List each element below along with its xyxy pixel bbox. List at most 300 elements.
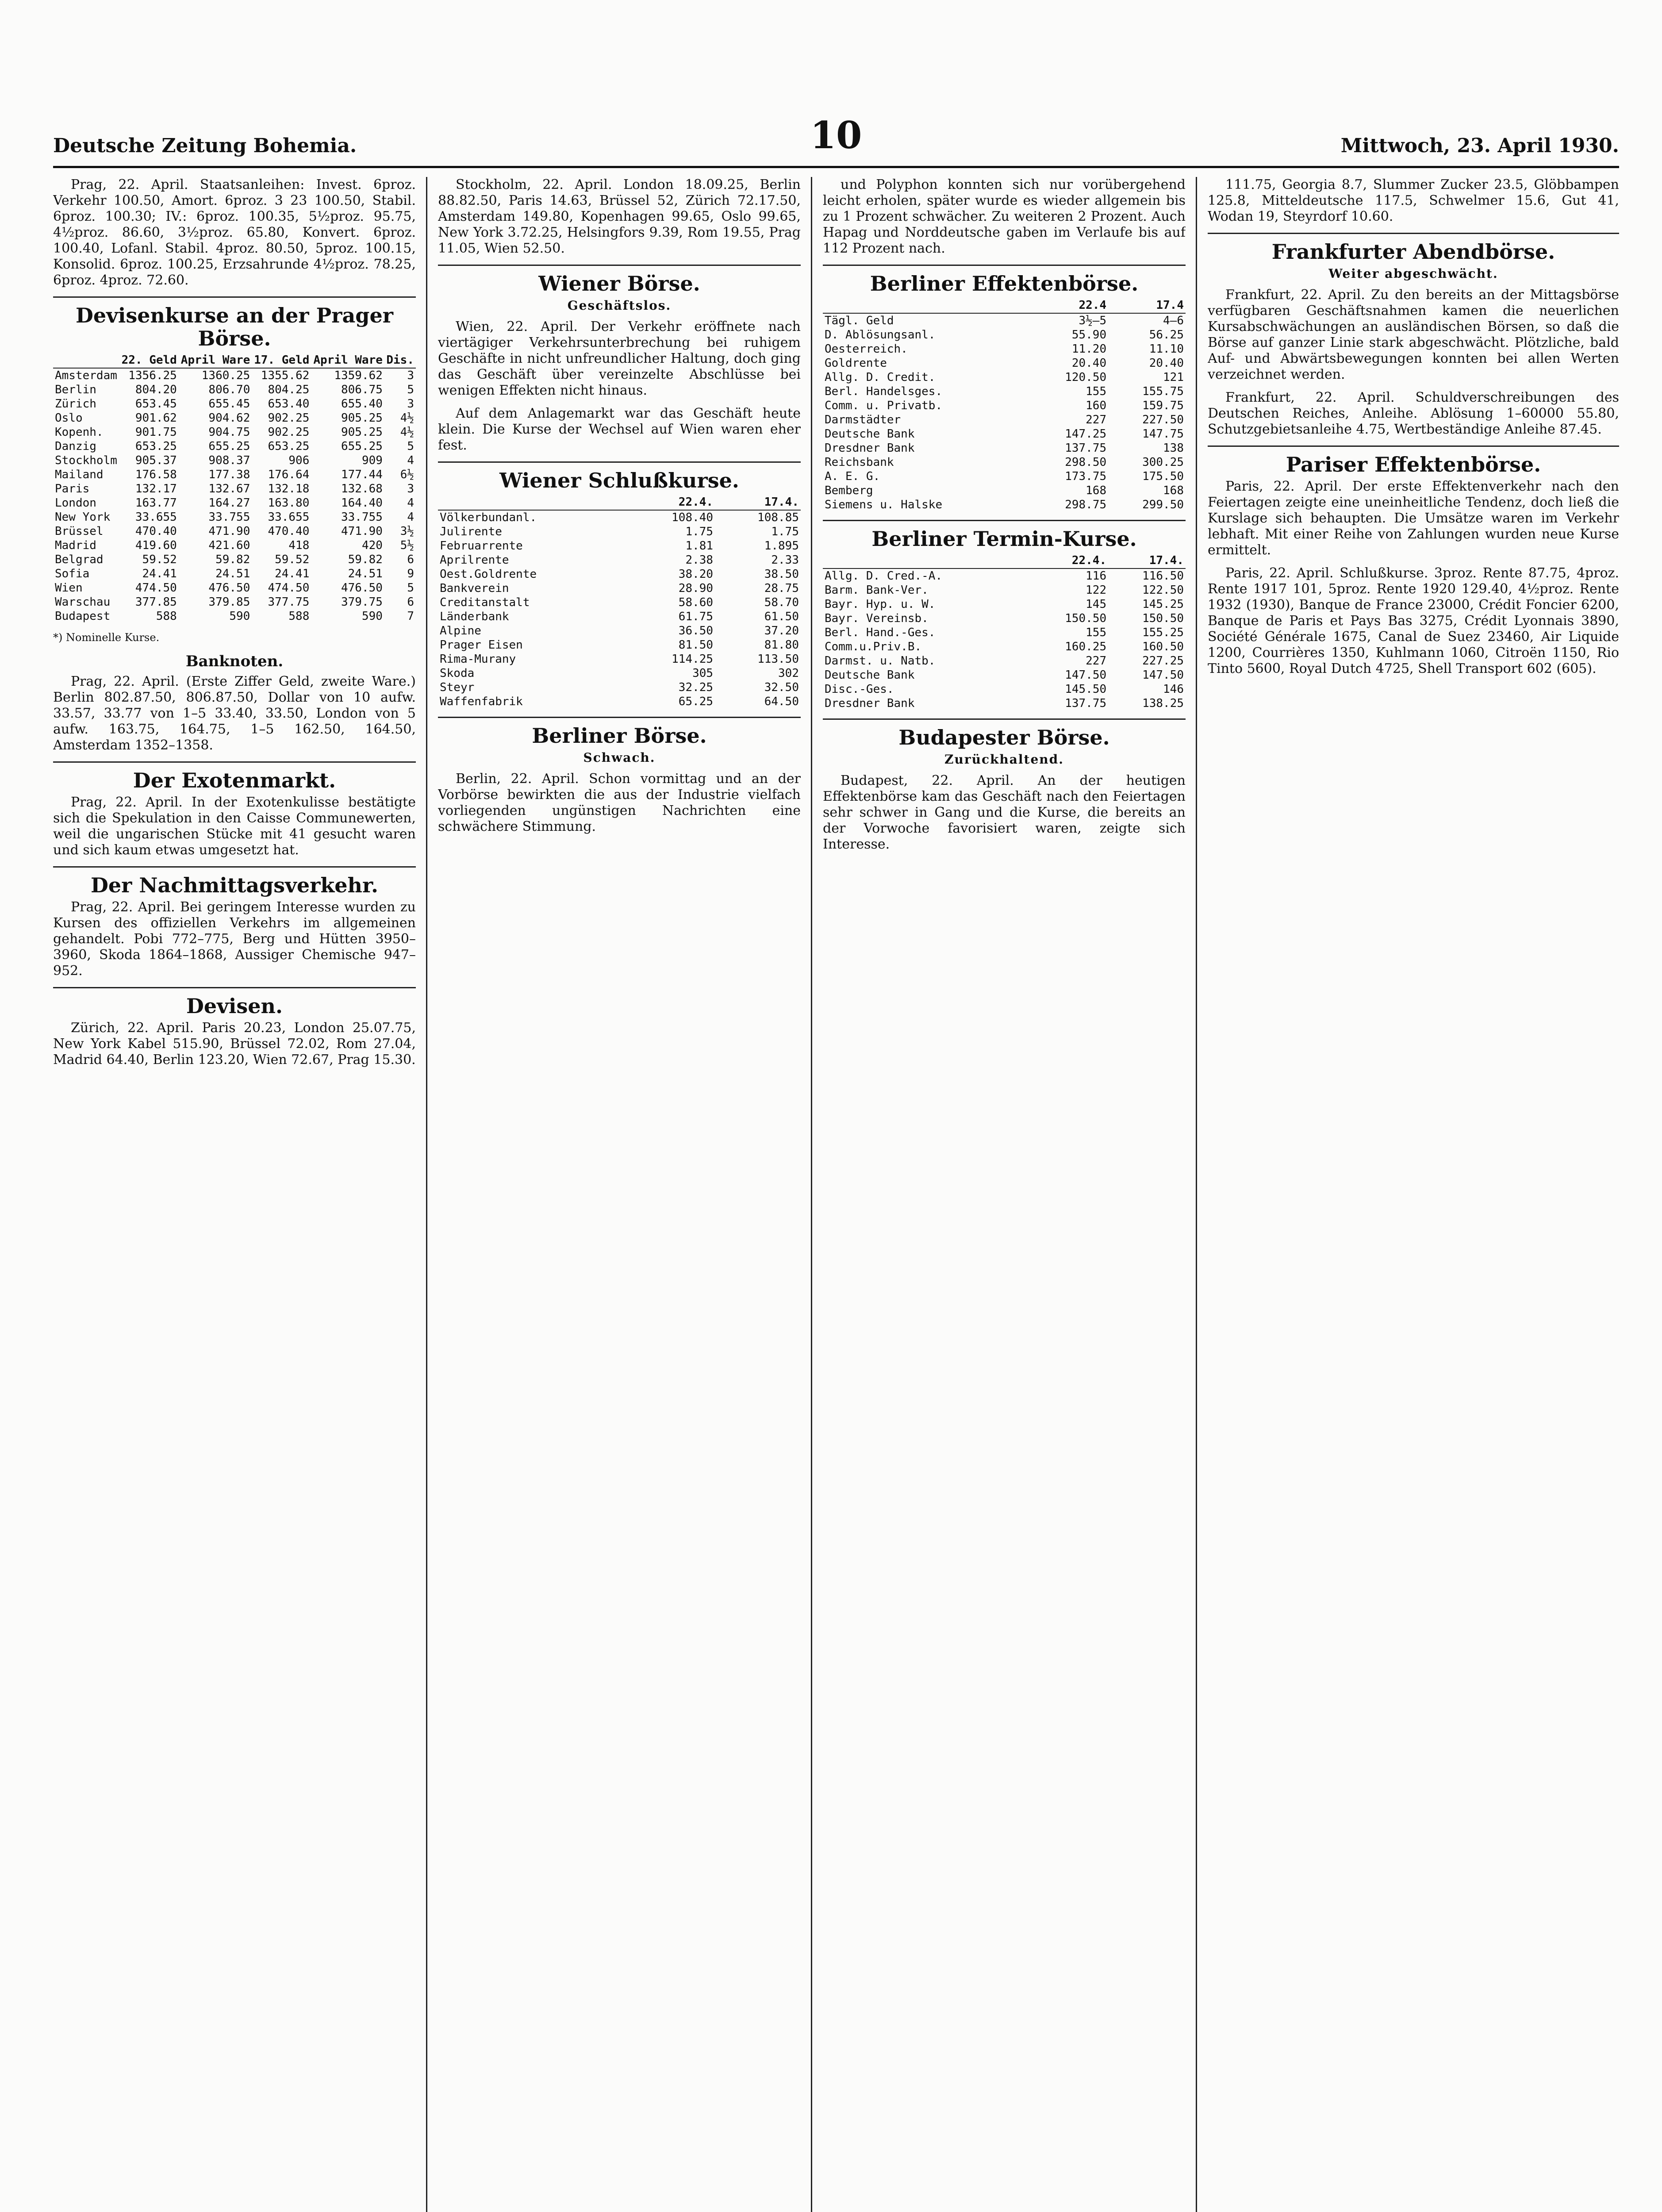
table-cell: 163.77 [135,496,177,510]
section-heading: Devisen. [53,987,416,1018]
table-cell: 7 [407,610,414,623]
table-cell: Comm.u.Priv.B. [825,640,922,653]
table-cell: Völkerbundanl. [440,511,537,524]
table-cell: 655.25 [208,440,250,453]
table-cell: 379.85 [208,595,250,609]
table-cell: 55.90 [1071,328,1107,342]
section-subheading: Geschäftslos. [567,298,672,313]
table-cell: 3 [407,369,414,382]
table-cell: 147.50 [1142,668,1184,682]
table-cell: 147.50 [1065,668,1107,682]
section-subheading: Zurückhaltend. [944,752,1064,767]
table-row [823,682,1186,696]
table-cell: 28.90 [678,582,714,595]
table-cell: 1.895 [764,539,799,553]
table-cell: 33.755 [208,511,250,524]
section-heading: Berliner Börse. [438,717,801,747]
article-paragraph: Paris, 22. April. Schlußkurse. 3proz. Rente 87.75, 4proz. Rente 1917 101, 5proz. Rente 1920 129.40, 4½proz. Rente 1932 (1930), Banque de France 23000, Crédit Foncier 6200, Banque de Paris et Pays Bas 3275, Crédit Lyonnais 3890, Société Générale 1675, Canal de Suez 23460, Air Liquide 1200, Courrières 1350, Kuhlmann 1060, Citroën 1150, Rio Tinto 5600, Royal Dutch 4725, Shell Transport 602 (605). [1208,565,1619,676]
table-cell: 227.50 [1142,413,1184,426]
table-cell: 155 [1086,385,1107,398]
table-cell: 470.40 [135,525,177,538]
table-header-cell [53,353,119,368]
article-paragraph: Prag, 22. April. (Erste Ziffer Geld, zweite Ware.) Berlin 802.87.50, 806.87.50, Dollar von 10 aufw. 33.57, 33.77 von 1–5 33.40, 33.50, London von 5 aufw. 163.75, 164.75, 1–5 162.50, 164.50, Amsterdam 1352–1358. [53,674,416,753]
table-cell: 64.50 [764,695,799,708]
table-cell: Prager Eisen [440,638,523,652]
table-row [53,496,416,510]
table-cell: 9 [407,567,414,580]
table-row [823,484,1186,498]
table-cell: 474.50 [268,581,310,595]
table-row [53,411,416,425]
table-row [823,469,1186,484]
table-cell: 38.20 [678,568,714,581]
table-cell: 471.90 [341,525,383,538]
table-cell: Budapest [55,610,111,623]
table-cell: 147.75 [1142,427,1184,441]
table-cell: Dresdner Bank [825,442,915,455]
table-cell: 2.33 [771,553,799,567]
table-cell: Bemberg [825,484,873,497]
article-paragraph: Prag, 22. April. Bei geringem Interesse wurden zu Kursen des offiziellen Verkehrs im allgemeinen gehandelt. Pobi 772–775, Berg und Hütten 3950–3960, Skoda 1864–1868, Aussiger Chemische 947–952. [53,899,416,979]
table-cell: Berlin [55,383,96,396]
section-heading: Pariser Effektenbörse. [1208,445,1619,476]
table-cell: 298.50 [1065,456,1107,469]
table-cell: 4½ [400,426,414,439]
table-cell: 145.25 [1142,598,1184,611]
table-cell: 4 [407,511,414,524]
table-row [438,553,801,567]
table-cell: Paris [55,482,90,495]
table-cell: 168 [1163,484,1184,497]
table-cell: 32.25 [678,681,714,694]
section-heading: Banknoten. [185,653,284,670]
table-cell: 5 [407,440,414,453]
table-cell: Reichsbank [825,456,894,469]
table-cell: 299.50 [1142,498,1184,511]
table-cell: 653.25 [135,440,177,453]
section-heading: Berliner Termin-Kurse. [823,520,1186,550]
table-cell: 58.70 [764,596,799,609]
section-heading: Der Exotenmarkt. [53,761,416,792]
table-header-cell [823,298,1031,313]
section-subheading: Schwach. [583,750,656,765]
section-heading: Wiener Schlußkurse. [438,461,801,492]
table-row [53,609,416,623]
table-row [823,654,1186,668]
table-cell: Dresdner Bank [825,697,915,710]
table-cell: Darmst. u. Natb. [825,654,936,668]
issue-date: Mittwoch, 23. April 1930. [1340,134,1619,157]
table-cell: 5½ [400,539,414,552]
table-row [823,668,1186,682]
table-row [823,583,1186,597]
table-cell: New York [55,511,111,524]
table-cell: 132.17 [135,482,177,495]
table-cell: 902.25 [268,426,310,439]
table-cell: Deutsche Bank [825,668,915,682]
table-header-cell: 17.4 [1108,298,1186,313]
table-row [823,384,1186,399]
table-row [53,439,416,453]
table-cell: Wien [55,581,83,595]
table-header-cell: 17.4. [715,495,801,510]
table-header-cell: April Ware [311,353,384,368]
table-cell: 804.25 [268,383,310,396]
table-cell: 905.25 [341,426,383,439]
table-cell: 28.75 [764,582,799,595]
table-row [823,640,1186,654]
table-cell: 163.80 [268,496,310,510]
table-header-cell: 17. Geld [252,353,311,368]
article-paragraph: Prag, 22. April. In der Exotenkulisse bestätigte sich die Spekulation in den Caisse Communewerten, weil die ungarischen Stücke mit 41 gesucht waren und sich kaum etwas umgesetzt hat. [53,795,416,858]
table-cell: 1.75 [685,525,714,538]
article-paragraph: und Polyphon konnten sich nur vorübergehend leicht erholen, später wurde es wieder allgemein bis zu 1 Prozent schwächer. Zu weiteren 2 Prozent. Auch Hapag und Norddeutsche gaben im Verlaufe bis auf 112 Prozent nach. [823,177,1186,256]
table-cell: Goldrente [825,357,887,370]
masthead [53,111,1619,168]
table-row [438,652,801,666]
table-cell: 476.50 [341,581,383,595]
table-cell: 302 [778,667,799,680]
table-cell: 37.20 [764,624,799,637]
wiener-schlusskurse-table [438,495,801,709]
table-cell: 420 [361,539,383,552]
table-cell: 108.40 [672,511,714,524]
table-cell: Oslo [55,411,83,425]
table-cell: Februarrente [440,539,523,553]
table-cell: 5 [407,581,414,595]
article-paragraph: Paris, 22. April. Der erste Effektenverkehr nach den Feiertagen zeigte eine uneinheitliche Tendenz, doch ließ die Kurslage sich behaupten. Die Umsätze waren im Verkehr lebhaft. Mit einer Reihe von Zahlungen wurden neue Kurse ermittelt. [1208,479,1619,558]
table-row [53,538,416,553]
table-cell: 120.50 [1065,371,1107,384]
table-cell: 164.27 [208,496,250,510]
table-cell: 590 [361,610,383,623]
table-row [823,313,1186,328]
article-paragraph: Zürich, 22. April. Paris 20.23, London 25.07.75, New York Kabel 515.90, Brüssel 72.02, Rom 27.04, Madrid 64.40, Berlin 123.20, Wien 72.67, Prag 15.30. [53,1020,416,1068]
table-cell: 177.44 [341,468,383,481]
table-cell: 108.85 [757,511,799,524]
table-cell: 138.25 [1142,697,1184,710]
article-paragraph: Wien, 22. April. Der Verkehr eröffnete nach viertägiger Verkehrsunterbrechung bei ruhigem Geschäfte in nicht unfreundlicher Haltung, doch ging das Geschäft über vereinzelte Abschlüsse bei wenigen Effekten nicht hinaus. [438,319,801,398]
section-heading: Der Nachmittagsverkehr. [53,866,416,897]
article-paragraph: Frankfurt, 22. April. Schuldverschreibungen des Deutschen Reiches, Anleihe. Ablösung 1–60000 55.80, Schutzgebietsanleihe 4.75, Wertbeständige Anleihe 87.45. [1208,390,1619,437]
table-cell: 121 [1163,371,1184,384]
table-cell: 1355.62 [261,369,310,382]
table-cell: Oesterreich. [825,342,908,356]
table-cell: 1356.25 [128,369,177,382]
table-cell: 59.52 [275,553,310,566]
table-row [53,425,416,439]
table-cell: 20.40 [1071,357,1107,370]
table-row [53,567,416,581]
table-cell: 419.60 [135,539,177,552]
table-cell: 4 [407,454,414,467]
table-cell: 33.655 [135,511,177,524]
table-row [438,510,801,525]
table-cell: 305 [692,667,714,680]
table-cell: 11.20 [1071,342,1107,356]
table-cell: 155.75 [1142,385,1184,398]
table-cell: 653.45 [135,397,177,411]
table-row [823,626,1186,640]
table-cell: 377.85 [135,595,177,609]
table-cell: 1.81 [685,539,714,553]
table-cell: 160 [1086,399,1107,412]
table-cell: 59.52 [142,553,177,566]
table-cell: 168 [1086,484,1107,497]
table-header-cell: 22.4. [1031,553,1108,568]
table-cell: 145.50 [1065,683,1107,696]
table-cell: D. Ablösungsanl. [825,328,936,342]
table-cell: 59.82 [215,553,250,566]
table-cell: 147.25 [1065,427,1107,441]
table-cell: 33.655 [268,511,310,524]
table-cell: Skoda [440,667,475,680]
table-cell: 132.67 [208,482,250,495]
table-cell: 24.41 [142,567,177,580]
table-row [438,695,801,709]
table-cell: 653.25 [268,440,310,453]
table-cell: 132.68 [341,482,383,495]
table-cell: 1359.62 [334,369,383,382]
table-cell: 902.25 [268,411,310,425]
table-cell: 1.75 [771,525,799,538]
table-row [438,525,801,539]
table-cell: 176.64 [268,468,310,481]
table-cell: Darmstädter [825,413,901,426]
table-row [53,453,416,468]
table-cell: 3½–5 [1079,314,1107,327]
table-cell: 418 [288,539,310,552]
table-cell: 905.25 [341,411,383,425]
table-cell: 653.40 [268,397,310,411]
table-cell: 159.75 [1142,399,1184,412]
table-cell: 114.25 [672,653,714,666]
table-row [53,553,416,567]
table-cell: 150.50 [1065,612,1107,625]
table-cell: 36.50 [678,624,714,637]
table-cell: 3½ [400,525,414,538]
table-cell: Aprilrente [440,553,509,567]
table-row [438,610,801,624]
table-cell: Warschau [55,595,111,609]
table-cell: 56.25 [1149,328,1184,342]
table-cell: 904.62 [208,411,250,425]
table-row [823,328,1186,342]
table-cell: Siemens u. Halske [825,498,943,511]
table-cell: 20.40 [1149,357,1184,370]
table-cell: 905.37 [135,454,177,467]
table-cell: 137.75 [1065,442,1107,455]
table-row [53,510,416,524]
table-cell: 909 [361,454,383,467]
table-cell: 122 [1086,584,1107,597]
table-row [823,427,1186,441]
table-row [823,597,1186,611]
table-cell: 300.25 [1142,456,1184,469]
table-cell: 5 [407,383,414,396]
table-cell: 3 [407,482,414,495]
table-cell: Waffenfabrik [440,695,523,708]
table-cell: 901.75 [135,426,177,439]
table-cell: London [55,496,96,510]
table-cell: Deutsche Bank [825,427,915,441]
table-row [823,568,1186,583]
table-cell: 146 [1163,683,1184,696]
table-cell: Zürich [55,397,96,411]
table-cell: 908.37 [208,454,250,467]
article-paragraph: 111.75, Georgia 8.7, Slummer Zucker 23.5, Glöbbampen 125.8, Mitteldeutsche 117.5, Schwelmer 15.6, Gut 41, Wodan 19, Steyrdorf 10.60. [1208,177,1619,224]
table-header-cell: 17.4. [1108,553,1186,568]
table-row [823,455,1186,469]
table-row [823,413,1186,427]
table-cell: 160.50 [1142,640,1184,653]
table-cell: Sofia [55,567,90,580]
berliner-effekten-table [823,298,1186,512]
table-cell: 2.38 [685,553,714,567]
table-row [823,441,1186,455]
table-note: *) Nominelle Kurse. [53,631,160,644]
article-paragraph: Stockholm, 22. April. London 18.09.25, Berlin 88.82.50, Paris 14.63, Brüssel 52, Zürich 72.17.50, Amsterdam 149.80, Kopenhagen 99.65, Oslo 99.65, New York 3.72.25, Helsingfors 9.39, Rom 19.55, Prag 11.05, Wien 52.50. [438,177,801,256]
table-row [438,638,801,652]
table-cell: Amsterdam [55,369,117,382]
table-cell: 227 [1086,413,1107,426]
table-row [823,370,1186,384]
table-cell: Julirente [440,525,502,538]
table-row [53,595,416,609]
table-cell: Tägl. Geld [825,314,894,327]
table-cell: Berl. Hand.-Ges. [825,626,936,639]
table-cell: 132.18 [268,482,310,495]
column-4 [1208,177,1619,2212]
table-row [53,482,416,496]
table-cell: 32.50 [764,681,799,694]
table-cell: 38.50 [764,568,799,581]
table-header-cell: 22. Geld [119,353,179,368]
table-cell: Rima-Murany [440,653,516,666]
table-cell: 113.50 [757,653,799,666]
table-cell: Alpine [440,624,481,637]
table-row [823,611,1186,626]
table-cell: Brüssel [55,525,104,538]
table-cell: 116.50 [1142,569,1184,583]
table-cell: 150.50 [1142,612,1184,625]
table-cell: 24.51 [215,567,250,580]
table-cell: 4 [407,496,414,510]
table-cell: 377.75 [268,595,310,609]
article-paragraph: Berlin, 22. April. Schon vormittag und an der Vorbörse bewirkten die aus der Industrie vielfach vorliegenden ungünstigen Nachrichten eine schwächere Stimmung. [438,771,801,834]
table-cell: Kopenh. [55,426,104,439]
table-cell: Bayr. Hyp. u. W. [825,598,936,611]
table-cell: 227 [1086,654,1107,668]
table-header-cell: 22.4 [1031,298,1108,313]
table-cell: Berl. Handelsges. [825,385,943,398]
table-cell: 175.50 [1142,470,1184,483]
table-cell: 590 [229,610,250,623]
table-cell: 24.41 [275,567,310,580]
table-row [438,666,801,680]
column-rule [426,177,427,2212]
table-cell: 6 [407,553,414,566]
table-cell: 6½ [400,468,414,481]
table-cell: 6 [407,595,414,609]
table-row [438,581,801,595]
table-cell: 138 [1163,442,1184,455]
table-cell: 81.50 [678,638,714,652]
table-cell: 4–6 [1163,314,1184,327]
table-cell: 471.90 [208,525,250,538]
table-cell: 476.50 [208,581,250,595]
table-row [823,498,1186,512]
table-cell: 904.75 [208,426,250,439]
table-cell: Allg. D. Credit. [825,371,936,384]
table-cell: 906 [288,454,310,467]
table-cell: 164.40 [341,496,383,510]
table-cell: 806.75 [341,383,383,396]
article-paragraph: Frankfurt, 22. April. Zu den bereits an der Mittagsbörse verfügbaren Geschäftsnahmen kamen die neuerlichen Kursabschwächungen an ausländischen Börsen, so daß die Börse auf ganzer Linie stark abgeschwächt. Plötzliche, bald Auf- und Abwärtsbewegungen konnten bei allen Werten verzeichnet werden. [1208,287,1619,382]
table-cell: 421.60 [208,539,250,552]
column-rule [811,177,812,2212]
table-cell: 470.40 [268,525,310,538]
table-header-cell: 22.4. [629,495,715,510]
table-row [438,680,801,695]
table-cell: 137.75 [1065,697,1107,710]
section-heading: Budapester Börse. [823,718,1186,749]
table-cell: 806.70 [208,383,250,396]
table-cell: 1360.25 [201,369,250,382]
table-row [438,539,801,553]
table-header-cell: April Ware [179,353,252,368]
table-cell: Barm. Bank-Ver. [825,584,929,597]
table-row [823,399,1186,413]
table-cell: Bayr. Vereinsb. [825,612,929,625]
column-2 [438,177,801,2212]
table-cell: 176.58 [135,468,177,481]
table-cell: 24.51 [348,567,383,580]
column-1 [53,177,416,2212]
table-header-cell: Dis. [384,353,416,368]
table-cell: 588 [156,610,177,623]
page-number: 10 [810,113,862,157]
table-cell: 33.755 [341,511,383,524]
column-rule [1196,177,1197,2212]
section-heading: Frankfurter Abendbörse. [1208,233,1619,263]
table-cell: 11.10 [1149,342,1184,356]
table-cell: 655.45 [208,397,250,411]
table-cell: 3 [407,397,414,411]
devisen-table [53,353,416,623]
table-cell: 655.40 [341,397,383,411]
table-cell: 145 [1086,598,1107,611]
article-paragraph: Budapest, 22. April. An der heutigen Effektenbörse kam das Geschäft nach den Feiertagen sehr schwer in Gang und die Kurse, die bereits an der Vorwoche favorisiert waren, zeigte sich Interesse. [823,773,1186,852]
column-3 [823,177,1186,2212]
table-cell: Creditanstalt [440,596,530,609]
table-cell: Danzig [55,440,96,453]
berliner-termin-table [823,553,1186,710]
table-cell: 116 [1086,569,1107,583]
table-cell: 155.25 [1142,626,1184,639]
table-row [823,342,1186,356]
table-cell: 298.75 [1065,498,1107,511]
table-cell: Madrid [55,539,96,552]
table-cell: 177.38 [208,468,250,481]
table-cell: 81.80 [764,638,799,652]
paper-name: Deutsche Zeitung Bohemia. [53,134,357,157]
table-cell: Bankverein [440,582,509,595]
table-row [53,524,416,538]
section-heading: Devisenkurse an der Prager Börse. [53,296,416,350]
table-cell: 155 [1086,626,1107,639]
table-cell: 58.60 [678,596,714,609]
